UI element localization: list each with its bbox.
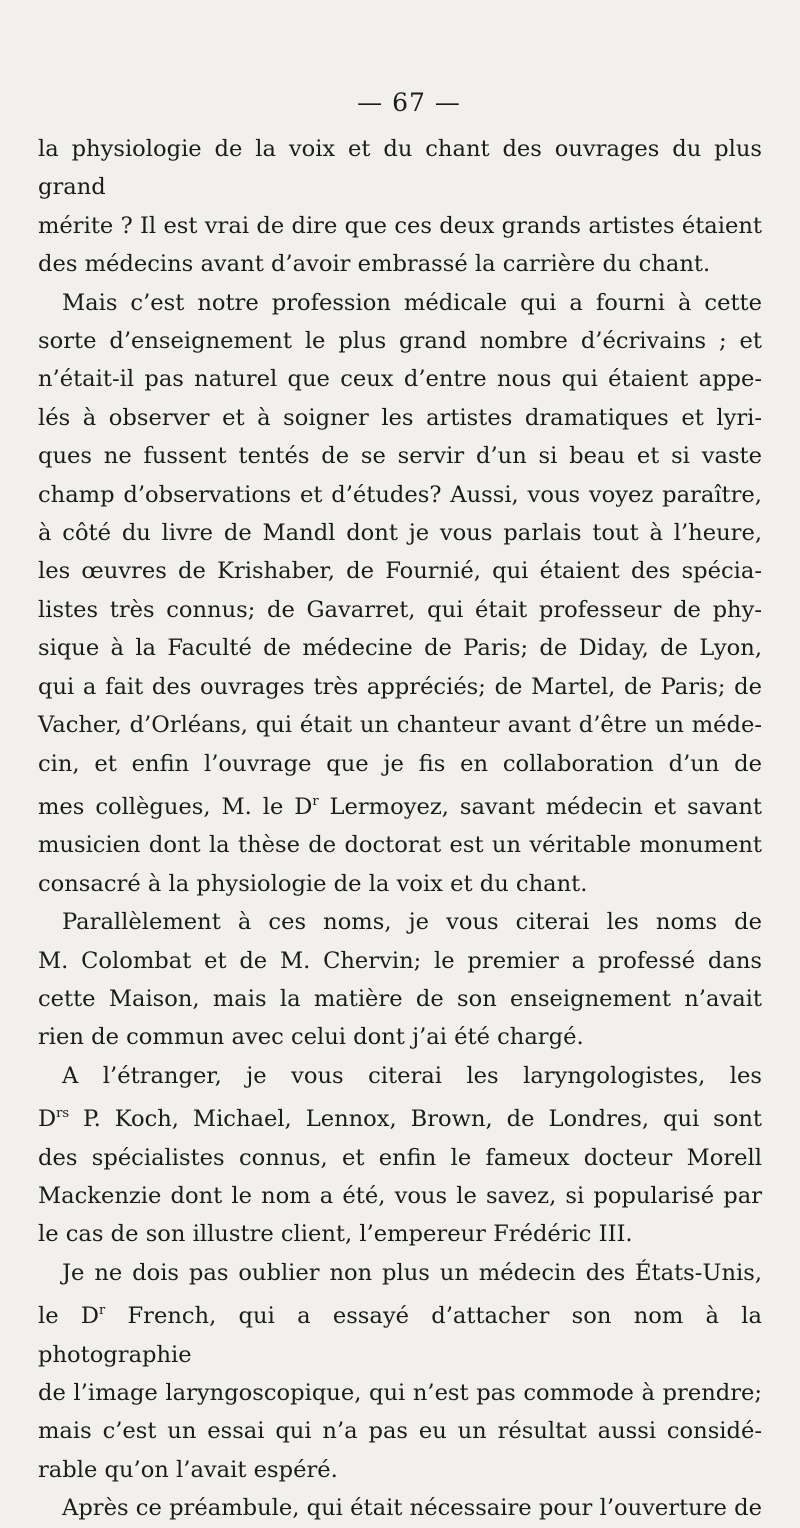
superscript: r: [99, 1303, 106, 1319]
text-line: M. Colombat et de M. Chervin; le premier a professé dans: [38, 947, 762, 974]
text-line: A l’étranger, je vous citerai les laryngologistes, les: [62, 1062, 762, 1089]
text-line: Après ce préambule, qui était nécessaire pour l’ouverture de: [62, 1495, 762, 1522]
text-line: de l’image laryngoscopique, qui n’est pas commode à prendre;: [38, 1380, 762, 1406]
text-segment: mes collègues, M. le D: [38, 793, 313, 820]
text-line: [38, 1292, 762, 1374]
text-line: [38, 1095, 762, 1138]
text-line: champ d’observations et d’études? Aussi, vous voyez paraître,: [38, 481, 762, 508]
text-line: des spécialistes connus, et enfin le fameux docteur Morell: [38, 1144, 762, 1171]
text-line: la physiologie de la voix et du chant des ouvrages du plus grand: [38, 136, 762, 201]
text-line: le cas de son illustre client, l’empereur Frédéric III.: [38, 1221, 633, 1248]
text-line: cin, et enfin l’ouvrage que je fis en collaboration d’un de: [38, 750, 762, 777]
text-line: cette Maison, mais la matière de son enseignement n’avait: [38, 985, 762, 1012]
text-segment: le D: [38, 1303, 99, 1330]
text-line: lés à observer et à soigner les artistes dramatiques et lyri-: [38, 404, 762, 431]
text-line: Parallèlement à ces noms, je vous citerai les noms de: [62, 909, 762, 936]
text-line: Vacher, d’Orléans, qui était un chanteur avant d’être un méde-: [38, 712, 762, 739]
text-line: listes très connus; de Gavarret, qui était professeur de phy-: [38, 596, 762, 623]
text-segment: French, qui a essayé d’attacher son nom à la photographie: [38, 1303, 762, 1368]
text-line: Mackenzie dont le nom a été, vous le savez, si popularisé par: [38, 1182, 762, 1209]
text-line: Mais c’est notre profession médicale qui a fourni à cette: [62, 289, 762, 316]
text-line: rien de commun avec celui dont j’ai été chargé.: [38, 1024, 584, 1051]
text-line: consacré à la physiologie de la voix et du chant.: [38, 870, 588, 897]
page-number: — 67 —: [357, 88, 461, 117]
text-segment: Lermoyez, savant médecin et savant: [318, 793, 762, 820]
text-line: n’était-il pas naturel que ceux d’entre nous qui étaient appe-: [38, 366, 762, 393]
body-text: [38, 130, 762, 1528]
text-line: sorte d’enseignement le plus grand nombre d’écrivains ; et: [38, 328, 762, 355]
text-line: des médecins avant d’avoir embrassé la carrière du chant.: [38, 251, 711, 278]
text-line: ques ne fussent tentés de se servir d’un si beau et si vaste: [38, 443, 762, 470]
text-line: rable qu’on l’avait espéré.: [38, 1456, 338, 1483]
superscript: rs: [56, 1106, 70, 1122]
text-line: qui a fait des ouvrages très appréciés; de Martel, de Paris; de: [38, 673, 762, 700]
text-line: Je ne dois pas oublier non plus un médecin des États-Unis,: [62, 1259, 762, 1286]
text-line: [38, 783, 762, 826]
text-line: les œuvres de Krishaber, de Fournié, qui étaient des spécia-: [38, 558, 762, 585]
text-line: à côté du livre de Mandl dont je vous parlais tout à l’heure,: [38, 520, 762, 547]
superscript: r: [312, 793, 319, 809]
text-segment: D: [38, 1106, 57, 1133]
text-line: mais c’est un essai qui n’a pas eu un résultat aussi considé-: [38, 1418, 762, 1445]
text-line: musicien dont la thèse de doctorat est un véritable monument: [38, 832, 762, 859]
text-line: sique à la Faculté de médecine de Paris; de Diday, de Lyon,: [38, 635, 762, 662]
text-line: mérite ? Il est vrai de dire que ces deux grands artistes étaient: [38, 212, 762, 239]
text-segment: P. Koch, Michael, Lennox, Brown, de Londres, qui sont: [69, 1106, 762, 1133]
